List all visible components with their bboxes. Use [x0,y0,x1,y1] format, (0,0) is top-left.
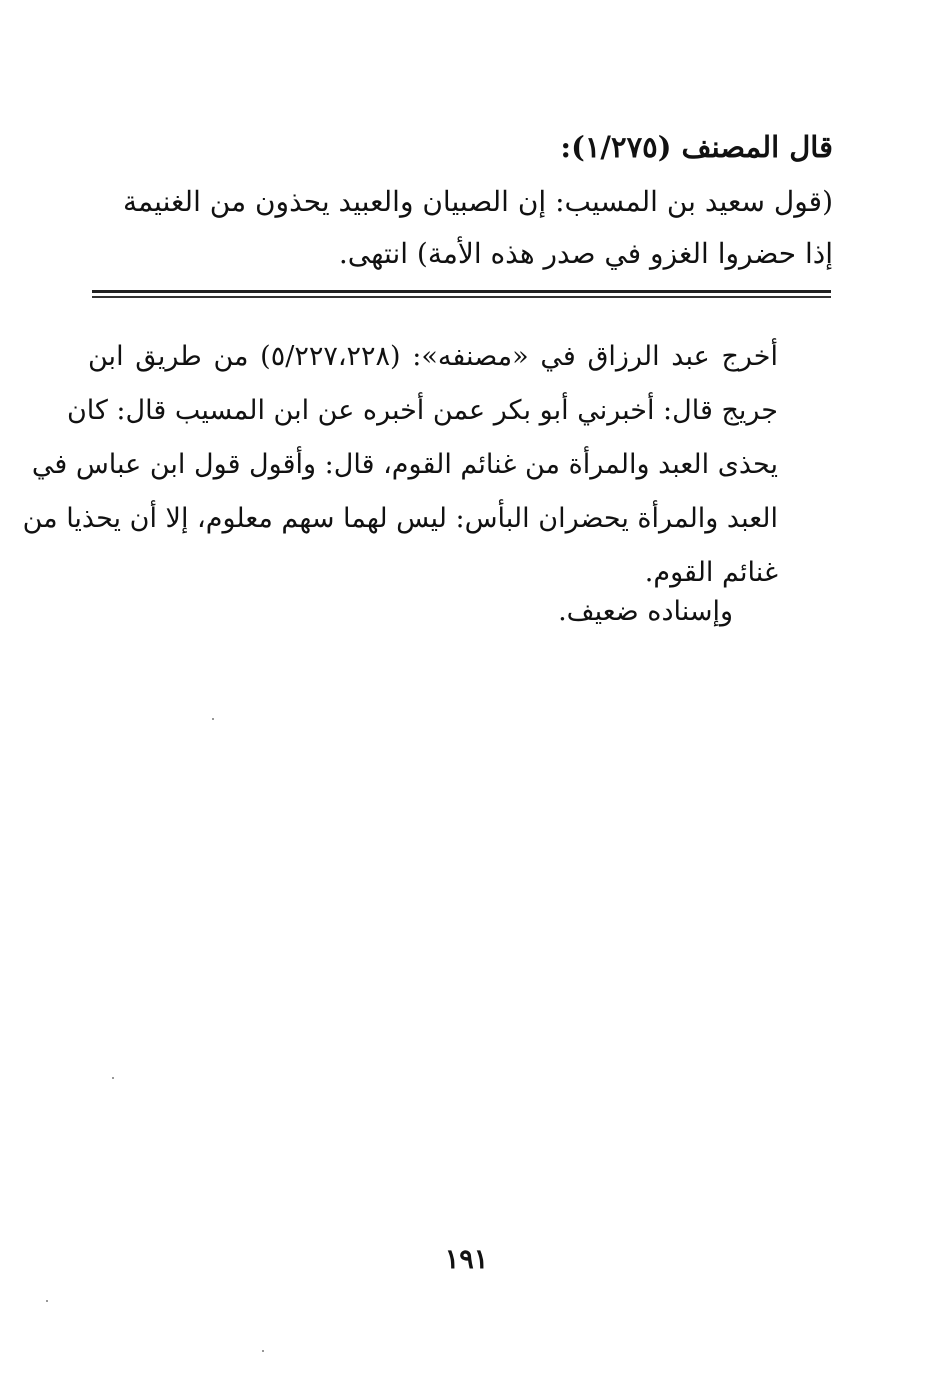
quote-line: إذا حضروا الغزو في صدر هذه الأمة) انتهى. [338,237,833,270]
scan-speck [262,1350,264,1352]
quoted-text [88,176,833,280]
commentary-line: العبد والمرأة يحضران البأس: ليس لهما سهم معلوم، إلا أن يحذيا من [22,503,778,534]
scan-speck [212,718,214,720]
page-number: ١٩١ [444,1244,489,1275]
commentary-paragraph [22,330,778,600]
chain-grading: وإسناده ضعيف. [558,596,733,627]
divider-rule-thick [92,290,831,293]
commentary-line: يحذى العبد والمرأة من غنائم القوم، قال: وأقول قول ابن عباس في [31,449,778,480]
quote-line: (قول سعيد بن المسيب: إن الصبيان والعبيد يحذون من الغنيمة [122,185,833,218]
commentary-line: جريج قال: أخبرني أبو بكر عمن أخبره عن ابن المسيب قال: كان [66,395,778,426]
scan-speck [112,1077,114,1079]
commentary-line: غنائم القوم. [644,557,778,588]
section-divider [92,290,831,300]
divider-rule-thin [92,296,831,298]
section-heading: قال المصنف (١/٢٧٥): [560,130,833,164]
scan-speck [46,1300,48,1302]
quoted-section [88,118,833,280]
commentary-line: أخرج عبد الرزاق في «مصنفه»: (٥/٢٢٧،٢٢٨) من طريق ابن [88,341,778,372]
